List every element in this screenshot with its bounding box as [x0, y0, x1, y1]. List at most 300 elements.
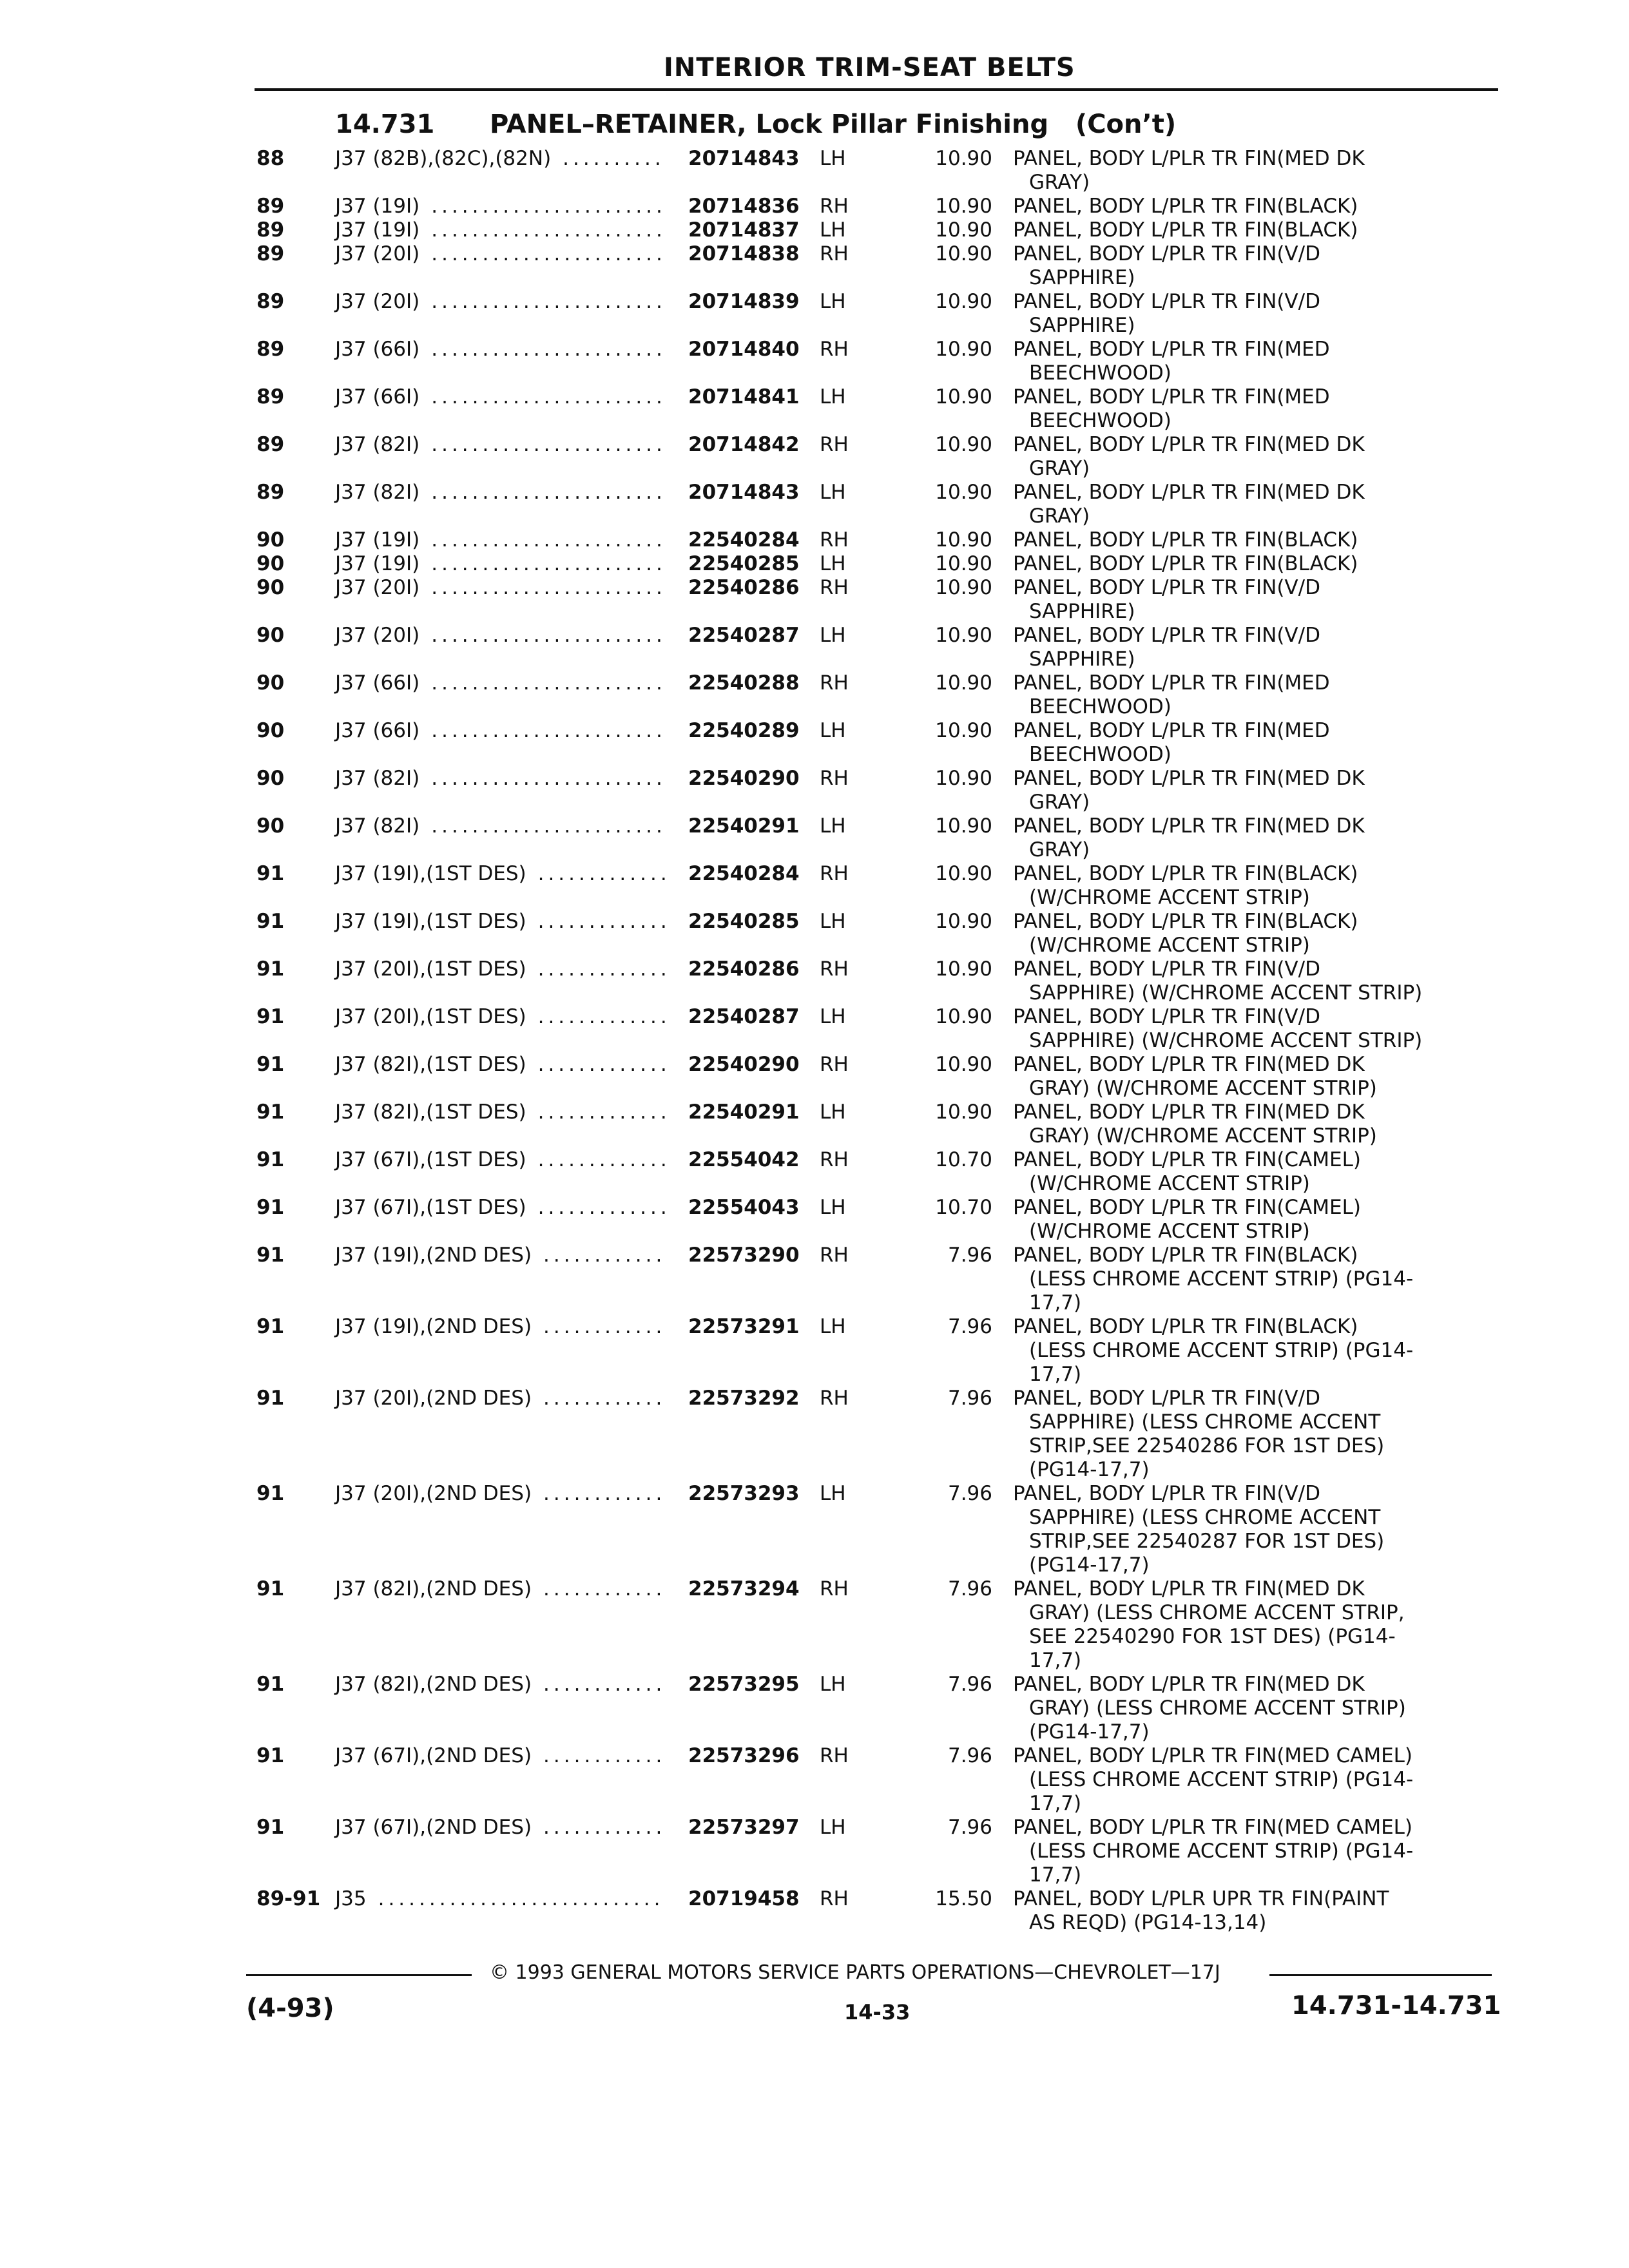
description — [1013, 290, 1477, 338]
side-indicator: RH — [820, 1577, 849, 1600]
side-indicator: RH — [820, 576, 849, 599]
description-text: PANEL, BODY L/PLR TR FIN(BLACK) — [1013, 910, 1358, 933]
description-text: PANEL, BODY L/PLR TR FIN(V/D — [1013, 1005, 1320, 1028]
price: 7.96 — [947, 1577, 992, 1600]
description-text: PANEL, BODY L/PLR TR FIN(V/D — [1013, 624, 1320, 647]
price: 10.90 — [935, 862, 992, 885]
dot-leader: ....................... — [431, 671, 666, 695]
parts-row — [0, 1315, 1629, 1387]
section-continued: (Con’t) — [1075, 110, 1177, 139]
description — [1013, 576, 1477, 624]
dot-leader: ............ — [543, 1673, 666, 1696]
description-text: PANEL, BODY L/PLR TR FIN(MED DK — [1013, 814, 1365, 838]
description-line — [1013, 552, 1477, 576]
part-number: 22540290 — [688, 1053, 800, 1076]
ref-number: 91 — [256, 1315, 285, 1338]
description — [1013, 385, 1477, 433]
price: 10.90 — [935, 338, 992, 361]
description-line — [1013, 624, 1477, 648]
description-text: 17,7) — [1029, 1792, 1082, 1815]
description-line — [1013, 242, 1477, 266]
description-line — [1013, 981, 1477, 1005]
parts-row — [0, 1148, 1629, 1196]
description-text: SAPPHIRE) — [1029, 600, 1135, 623]
description — [1013, 1816, 1477, 1887]
dot-leader: ....................... — [431, 385, 666, 408]
ref-number: 91 — [256, 1196, 285, 1219]
price: 10.90 — [935, 576, 992, 599]
application-code: J37 (19I) — [335, 528, 420, 552]
parts-row — [0, 1196, 1629, 1244]
dot-leader: ............. — [537, 1005, 671, 1028]
description-line — [1013, 1601, 1477, 1625]
application-code: J37 (66I) — [335, 671, 420, 695]
description — [1013, 1244, 1477, 1315]
description-line — [1013, 266, 1477, 290]
description-text: PANEL, BODY L/PLR TR FIN(MED — [1013, 338, 1330, 361]
application-code: J37 (67I),(2ND DES) — [335, 1744, 532, 1767]
description-line — [1013, 1005, 1477, 1029]
dot-leader: ............. — [537, 1053, 671, 1076]
description-text: PANEL, BODY L/PLR TR FIN(V/D — [1013, 957, 1320, 981]
application-code: J37 (20I),(2ND DES) — [335, 1387, 532, 1410]
ref-number: 91 — [256, 957, 285, 981]
description-text: 17,7) — [1029, 1291, 1082, 1314]
description-text: (LESS CHROME ACCENT STRIP) (PG14- — [1029, 1840, 1414, 1863]
description-text: SAPPHIRE) — [1029, 648, 1135, 671]
price: 10.90 — [935, 719, 992, 742]
dot-leader: ....................... — [431, 481, 666, 504]
side-indicator: LH — [820, 1100, 846, 1124]
dot-leader: ............ — [543, 1482, 666, 1505]
page-title: INTERIOR TRIM-SEAT BELTS — [664, 53, 1075, 82]
description-line — [1013, 1244, 1477, 1267]
description-text: (W/CHROME ACCENT STRIP) — [1029, 886, 1310, 909]
application-code: J37 (20I) — [335, 576, 420, 599]
ref-number: 90 — [256, 814, 285, 838]
side-indicator: LH — [820, 1005, 846, 1028]
part-number: 22573290 — [688, 1244, 800, 1267]
side-indicator: RH — [820, 1887, 849, 1910]
description-line — [1013, 886, 1477, 910]
description-line — [1013, 361, 1477, 385]
parts-row — [0, 671, 1629, 719]
description-line — [1013, 671, 1477, 695]
description-line — [1013, 862, 1477, 886]
part-number: 20714836 — [688, 195, 800, 218]
description-text: SAPPHIRE) (W/CHROME ACCENT STRIP) — [1029, 1029, 1423, 1052]
side-indicator: RH — [820, 957, 849, 981]
description-line — [1013, 1124, 1477, 1148]
parts-row — [0, 147, 1629, 195]
side-indicator: RH — [820, 862, 849, 885]
description-text: BEECHWOOD) — [1029, 409, 1171, 432]
side-indicator: LH — [820, 1482, 846, 1505]
description-text: 17,7) — [1029, 1363, 1082, 1386]
application-code: J37 (19I),(1ST DES) — [335, 862, 526, 885]
part-number: 22540286 — [688, 957, 800, 981]
ref-number: 88 — [256, 147, 285, 170]
ref-number: 89 — [256, 290, 285, 313]
part-number: 22540289 — [688, 719, 800, 742]
description-text: PANEL, BODY L/PLR TR FIN(V/D — [1013, 290, 1320, 313]
description-text: STRIP,SEE 22540286 FOR 1ST DES) — [1029, 1434, 1385, 1457]
parts-row — [0, 1744, 1629, 1816]
description — [1013, 218, 1477, 242]
part-number: 22540291 — [688, 1100, 800, 1124]
side-indicator: LH — [820, 1315, 846, 1338]
price: 10.90 — [935, 218, 992, 242]
parts-row — [0, 528, 1629, 552]
application-code: J37 (19I) — [335, 195, 420, 218]
description — [1013, 1387, 1477, 1482]
parts-row — [0, 433, 1629, 481]
side-indicator: RH — [820, 767, 849, 790]
dot-leader: ............ — [543, 1244, 666, 1267]
description-text: PANEL, BODY L/PLR TR FIN(MED DK — [1013, 433, 1365, 456]
description-line — [1013, 1577, 1477, 1601]
dot-leader: ............ — [543, 1577, 666, 1600]
application-code: J37 (20I),(1ST DES) — [335, 957, 526, 981]
description-text: (LESS CHROME ACCENT STRIP) (PG14- — [1029, 1267, 1414, 1291]
description-text: PANEL, BODY L/PLR UPR TR FIN(PAINT — [1013, 1887, 1389, 1910]
price: 7.96 — [947, 1315, 992, 1338]
side-indicator: LH — [820, 814, 846, 838]
side-indicator: RH — [820, 1053, 849, 1076]
price: 7.96 — [947, 1744, 992, 1767]
description-text: 17,7) — [1029, 1649, 1082, 1672]
description-text: GRAY) — [1029, 791, 1090, 814]
description — [1013, 528, 1477, 552]
part-number: 20714838 — [688, 242, 800, 265]
application-code: J37 (82I),(1ST DES) — [335, 1053, 526, 1076]
footer-copyright: © 1993 GENERAL MOTORS SERVICE PARTS OPERATIONS—CHEVROLET—17J — [490, 1961, 1220, 1984]
description-line — [1013, 505, 1477, 528]
description-line — [1013, 1887, 1477, 1911]
description — [1013, 481, 1477, 528]
description-line — [1013, 1816, 1477, 1840]
dot-leader: ............. — [537, 910, 671, 933]
application-code: J37 (82I),(2ND DES) — [335, 1577, 532, 1600]
application-code: J37 (82I),(2ND DES) — [335, 1673, 532, 1696]
ref-number: 90 — [256, 576, 285, 599]
description-line — [1013, 1148, 1477, 1172]
part-number: 22573292 — [688, 1387, 800, 1410]
description-line — [1013, 1911, 1477, 1935]
description-text: GRAY) (W/CHROME ACCENT STRIP) — [1029, 1077, 1377, 1100]
ref-number: 91 — [256, 1744, 285, 1767]
description-line — [1013, 600, 1477, 624]
parts-row — [0, 338, 1629, 385]
parts-row — [0, 1673, 1629, 1744]
dot-leader: ............. — [537, 1196, 671, 1219]
description-line — [1013, 791, 1477, 814]
price: 10.90 — [935, 1100, 992, 1124]
part-number: 20714837 — [688, 218, 800, 242]
application-code: J37 (20I) — [335, 290, 420, 313]
description-text: PANEL, BODY L/PLR TR FIN(BLACK) — [1013, 1244, 1358, 1267]
side-indicator: LH — [820, 481, 846, 504]
description-text: GRAY) (LESS CHROME ACCENT STRIP) — [1029, 1696, 1406, 1720]
ref-number: 91 — [256, 910, 285, 933]
description — [1013, 1053, 1477, 1100]
application-code: J37 (20I),(2ND DES) — [335, 1482, 532, 1505]
application-code: J37 (19I),(2ND DES) — [335, 1315, 532, 1338]
parts-row — [0, 719, 1629, 767]
description-line — [1013, 1029, 1477, 1053]
description-text: AS REQD) (PG14-13,14) — [1029, 1911, 1267, 1934]
part-number: 22540285 — [688, 910, 800, 933]
description-line — [1013, 195, 1477, 218]
ref-number: 89 — [256, 385, 285, 408]
dot-leader: ............ — [543, 1387, 666, 1410]
parts-row — [0, 576, 1629, 624]
price: 10.90 — [935, 552, 992, 575]
application-code: J37 (82I) — [335, 814, 420, 838]
part-number: 20714843 — [688, 481, 800, 504]
description — [1013, 1577, 1477, 1673]
price: 10.90 — [935, 957, 992, 981]
description-text: PANEL, BODY L/PLR TR FIN(CAMEL) — [1013, 1196, 1361, 1219]
dot-leader: ............ — [543, 1744, 666, 1767]
dot-leader: .......... — [563, 147, 665, 170]
application-code: J37 (82I) — [335, 433, 420, 456]
price: 10.90 — [935, 433, 992, 456]
price: 7.96 — [947, 1244, 992, 1267]
description-text: PANEL, BODY L/PLR TR FIN(MED CAMEL) — [1013, 1816, 1413, 1839]
dot-leader: ....................... — [431, 552, 666, 575]
section-title: PANEL–RETAINER, Lock Pillar Finishing — [490, 110, 1049, 139]
ref-number: 89 — [256, 433, 285, 456]
description-text: PANEL, BODY L/PLR TR FIN(V/D — [1013, 576, 1320, 599]
description-text: (W/CHROME ACCENT STRIP) — [1029, 1172, 1310, 1195]
application-code: J37 (19I) — [335, 552, 420, 575]
footer-rule-right — [1269, 1974, 1492, 1976]
side-indicator: RH — [820, 1387, 849, 1410]
description-text: PANEL, BODY L/PLR TR FIN(MED — [1013, 671, 1330, 695]
price: 10.90 — [935, 671, 992, 695]
footer-date: (4-93) — [246, 1994, 334, 2023]
parts-row — [0, 624, 1629, 671]
description — [1013, 671, 1477, 719]
ref-number: 91 — [256, 1387, 285, 1410]
description-text: GRAY) — [1029, 171, 1090, 194]
side-indicator: LH — [820, 1816, 846, 1839]
description — [1013, 1482, 1477, 1577]
description-text: (PG14-17,7) — [1029, 1720, 1150, 1744]
part-number: 22540284 — [688, 862, 800, 885]
part-number: 22540286 — [688, 576, 800, 599]
dot-leader: ............ — [543, 1315, 666, 1338]
description-line — [1013, 1720, 1477, 1744]
application-code: J37 (20I) — [335, 242, 420, 265]
ref-number: 89 — [256, 218, 285, 242]
description-text: SAPPHIRE) — [1029, 314, 1135, 337]
parts-row — [0, 1887, 1629, 1935]
description — [1013, 767, 1477, 814]
side-indicator: LH — [820, 385, 846, 408]
description-line — [1013, 171, 1477, 195]
description-line — [1013, 1744, 1477, 1768]
price: 10.90 — [935, 147, 992, 170]
price: 10.90 — [935, 814, 992, 838]
description — [1013, 1148, 1477, 1196]
part-number: 20714842 — [688, 433, 800, 456]
description-text: PANEL, BODY L/PLR TR FIN(MED DK — [1013, 481, 1365, 504]
description-text: SEE 22540290 FOR 1ST DES) (PG14- — [1029, 1625, 1396, 1648]
description-line — [1013, 1458, 1477, 1482]
description-text: PANEL, BODY L/PLR TR FIN(MED DK — [1013, 147, 1365, 170]
description-text: BEECHWOOD) — [1029, 361, 1171, 385]
parts-row — [0, 1577, 1629, 1673]
ref-number: 90 — [256, 671, 285, 695]
part-number: 22540290 — [688, 767, 800, 790]
description — [1013, 552, 1477, 576]
description-line — [1013, 1339, 1477, 1363]
ref-number: 91 — [256, 862, 285, 885]
description-line — [1013, 1196, 1477, 1220]
description-line — [1013, 147, 1477, 171]
application-code: J37 (82I) — [335, 767, 420, 790]
description-line — [1013, 481, 1477, 505]
dot-leader: ....................... — [431, 195, 666, 218]
parts-row — [0, 1100, 1629, 1148]
part-number: 22573291 — [688, 1315, 800, 1338]
description-line — [1013, 934, 1477, 957]
description-text: (PG14-17,7) — [1029, 1553, 1150, 1577]
description-text: (W/CHROME ACCENT STRIP) — [1029, 1220, 1310, 1243]
ref-number: 91 — [256, 1816, 285, 1839]
part-number: 20714840 — [688, 338, 800, 361]
description-text: PANEL, BODY L/PLR TR FIN(BLACK) — [1013, 862, 1358, 885]
footer-rule-left — [246, 1974, 472, 1976]
description-line — [1013, 385, 1477, 409]
part-number: 22573297 — [688, 1816, 800, 1839]
dot-leader: ....................... — [431, 767, 666, 790]
description-line — [1013, 1696, 1477, 1720]
application-code: J37 (20I) — [335, 624, 420, 647]
description-line — [1013, 695, 1477, 719]
application-code: J37 (66I) — [335, 385, 420, 408]
description-line — [1013, 1363, 1477, 1387]
description-line — [1013, 457, 1477, 481]
description-line — [1013, 1482, 1477, 1506]
price: 7.96 — [947, 1673, 992, 1696]
price: 10.90 — [935, 1053, 992, 1076]
parts-row — [0, 910, 1629, 957]
description-line — [1013, 433, 1477, 457]
application-code: J37 (82B),(82C),(82N) — [335, 147, 552, 170]
price: 15.50 — [935, 1887, 992, 1910]
parts-row — [0, 1387, 1629, 1482]
description-text: 17,7) — [1029, 1863, 1082, 1887]
application-code: J37 (67I),(1ST DES) — [335, 1148, 526, 1171]
dot-leader: ....................... — [431, 719, 666, 742]
description-line — [1013, 1625, 1477, 1649]
description-line — [1013, 1434, 1477, 1458]
ref-number: 91 — [256, 1244, 285, 1267]
dot-leader: ....................... — [431, 218, 666, 242]
description-text: GRAY) — [1029, 505, 1090, 528]
side-indicator: RH — [820, 1744, 849, 1767]
ref-number: 90 — [256, 767, 285, 790]
description-text: PANEL, BODY L/PLR TR FIN(MED DK — [1013, 1673, 1365, 1696]
part-number: 22540288 — [688, 671, 800, 695]
application-code: J35 — [335, 1887, 367, 1910]
dot-leader: ....................... — [431, 242, 666, 265]
description-line — [1013, 1792, 1477, 1816]
footer-page-number: 14-33 — [844, 2000, 911, 2024]
price: 10.90 — [935, 195, 992, 218]
dot-leader: ............. — [537, 957, 671, 981]
description-line — [1013, 1220, 1477, 1244]
description-text: PANEL, BODY L/PLR TR FIN(MED — [1013, 385, 1330, 408]
description-text: GRAY) — [1029, 457, 1090, 480]
description-line — [1013, 1673, 1477, 1696]
description-text: GRAY) — [1029, 838, 1090, 861]
parts-row — [0, 195, 1629, 218]
section-number: 14.731 — [335, 110, 435, 139]
price: 10.90 — [935, 385, 992, 408]
description — [1013, 195, 1477, 218]
description-line — [1013, 1553, 1477, 1577]
dot-leader: ............ — [543, 1816, 666, 1839]
description-text: PANEL, BODY L/PLR TR FIN(MED — [1013, 719, 1330, 742]
description-text: PANEL, BODY L/PLR TR FIN(V/D — [1013, 242, 1320, 265]
application-code: J37 (66I) — [335, 719, 420, 742]
description — [1013, 862, 1477, 910]
description-line — [1013, 814, 1477, 838]
description — [1013, 1315, 1477, 1387]
description — [1013, 1196, 1477, 1244]
description-line — [1013, 528, 1477, 552]
description-line — [1013, 1649, 1477, 1673]
description-line — [1013, 218, 1477, 242]
description-line — [1013, 1768, 1477, 1792]
part-number: 22573293 — [688, 1482, 800, 1505]
description-text: PANEL, BODY L/PLR TR FIN(V/D — [1013, 1387, 1320, 1410]
description-text: PANEL, BODY L/PLR TR FIN(MED DK — [1013, 1577, 1365, 1600]
description-text: BEECHWOOD) — [1029, 695, 1171, 718]
part-number: 22540285 — [688, 552, 800, 575]
parts-row — [0, 1053, 1629, 1100]
ref-number: 91 — [256, 1053, 285, 1076]
dot-leader: ............. — [537, 1100, 671, 1124]
side-indicator: LH — [820, 147, 846, 170]
application-code: J37 (82I) — [335, 481, 420, 504]
ref-number: 89 — [256, 195, 285, 218]
description — [1013, 1744, 1477, 1816]
application-code: J37 (66I) — [335, 338, 420, 361]
part-number: 22554042 — [688, 1148, 800, 1171]
side-indicator: LH — [820, 719, 846, 742]
parts-row — [0, 1482, 1629, 1577]
description-text: PANEL, BODY L/PLR TR FIN(BLACK) — [1013, 528, 1358, 552]
dot-leader: ....................... — [431, 576, 666, 599]
part-number: 22573296 — [688, 1744, 800, 1767]
description-line — [1013, 743, 1477, 767]
footer-section-range: 14.731-14.731 — [1291, 1991, 1501, 2021]
ref-number: 89-91 — [256, 1887, 321, 1910]
price: 7.96 — [947, 1482, 992, 1505]
price: 10.90 — [935, 910, 992, 933]
ref-number: 91 — [256, 1005, 285, 1028]
application-code: J37 (67I),(1ST DES) — [335, 1196, 526, 1219]
price: 10.90 — [935, 290, 992, 313]
price: 10.90 — [935, 1005, 992, 1028]
part-number: 22573294 — [688, 1577, 800, 1600]
part-number: 20714841 — [688, 385, 800, 408]
